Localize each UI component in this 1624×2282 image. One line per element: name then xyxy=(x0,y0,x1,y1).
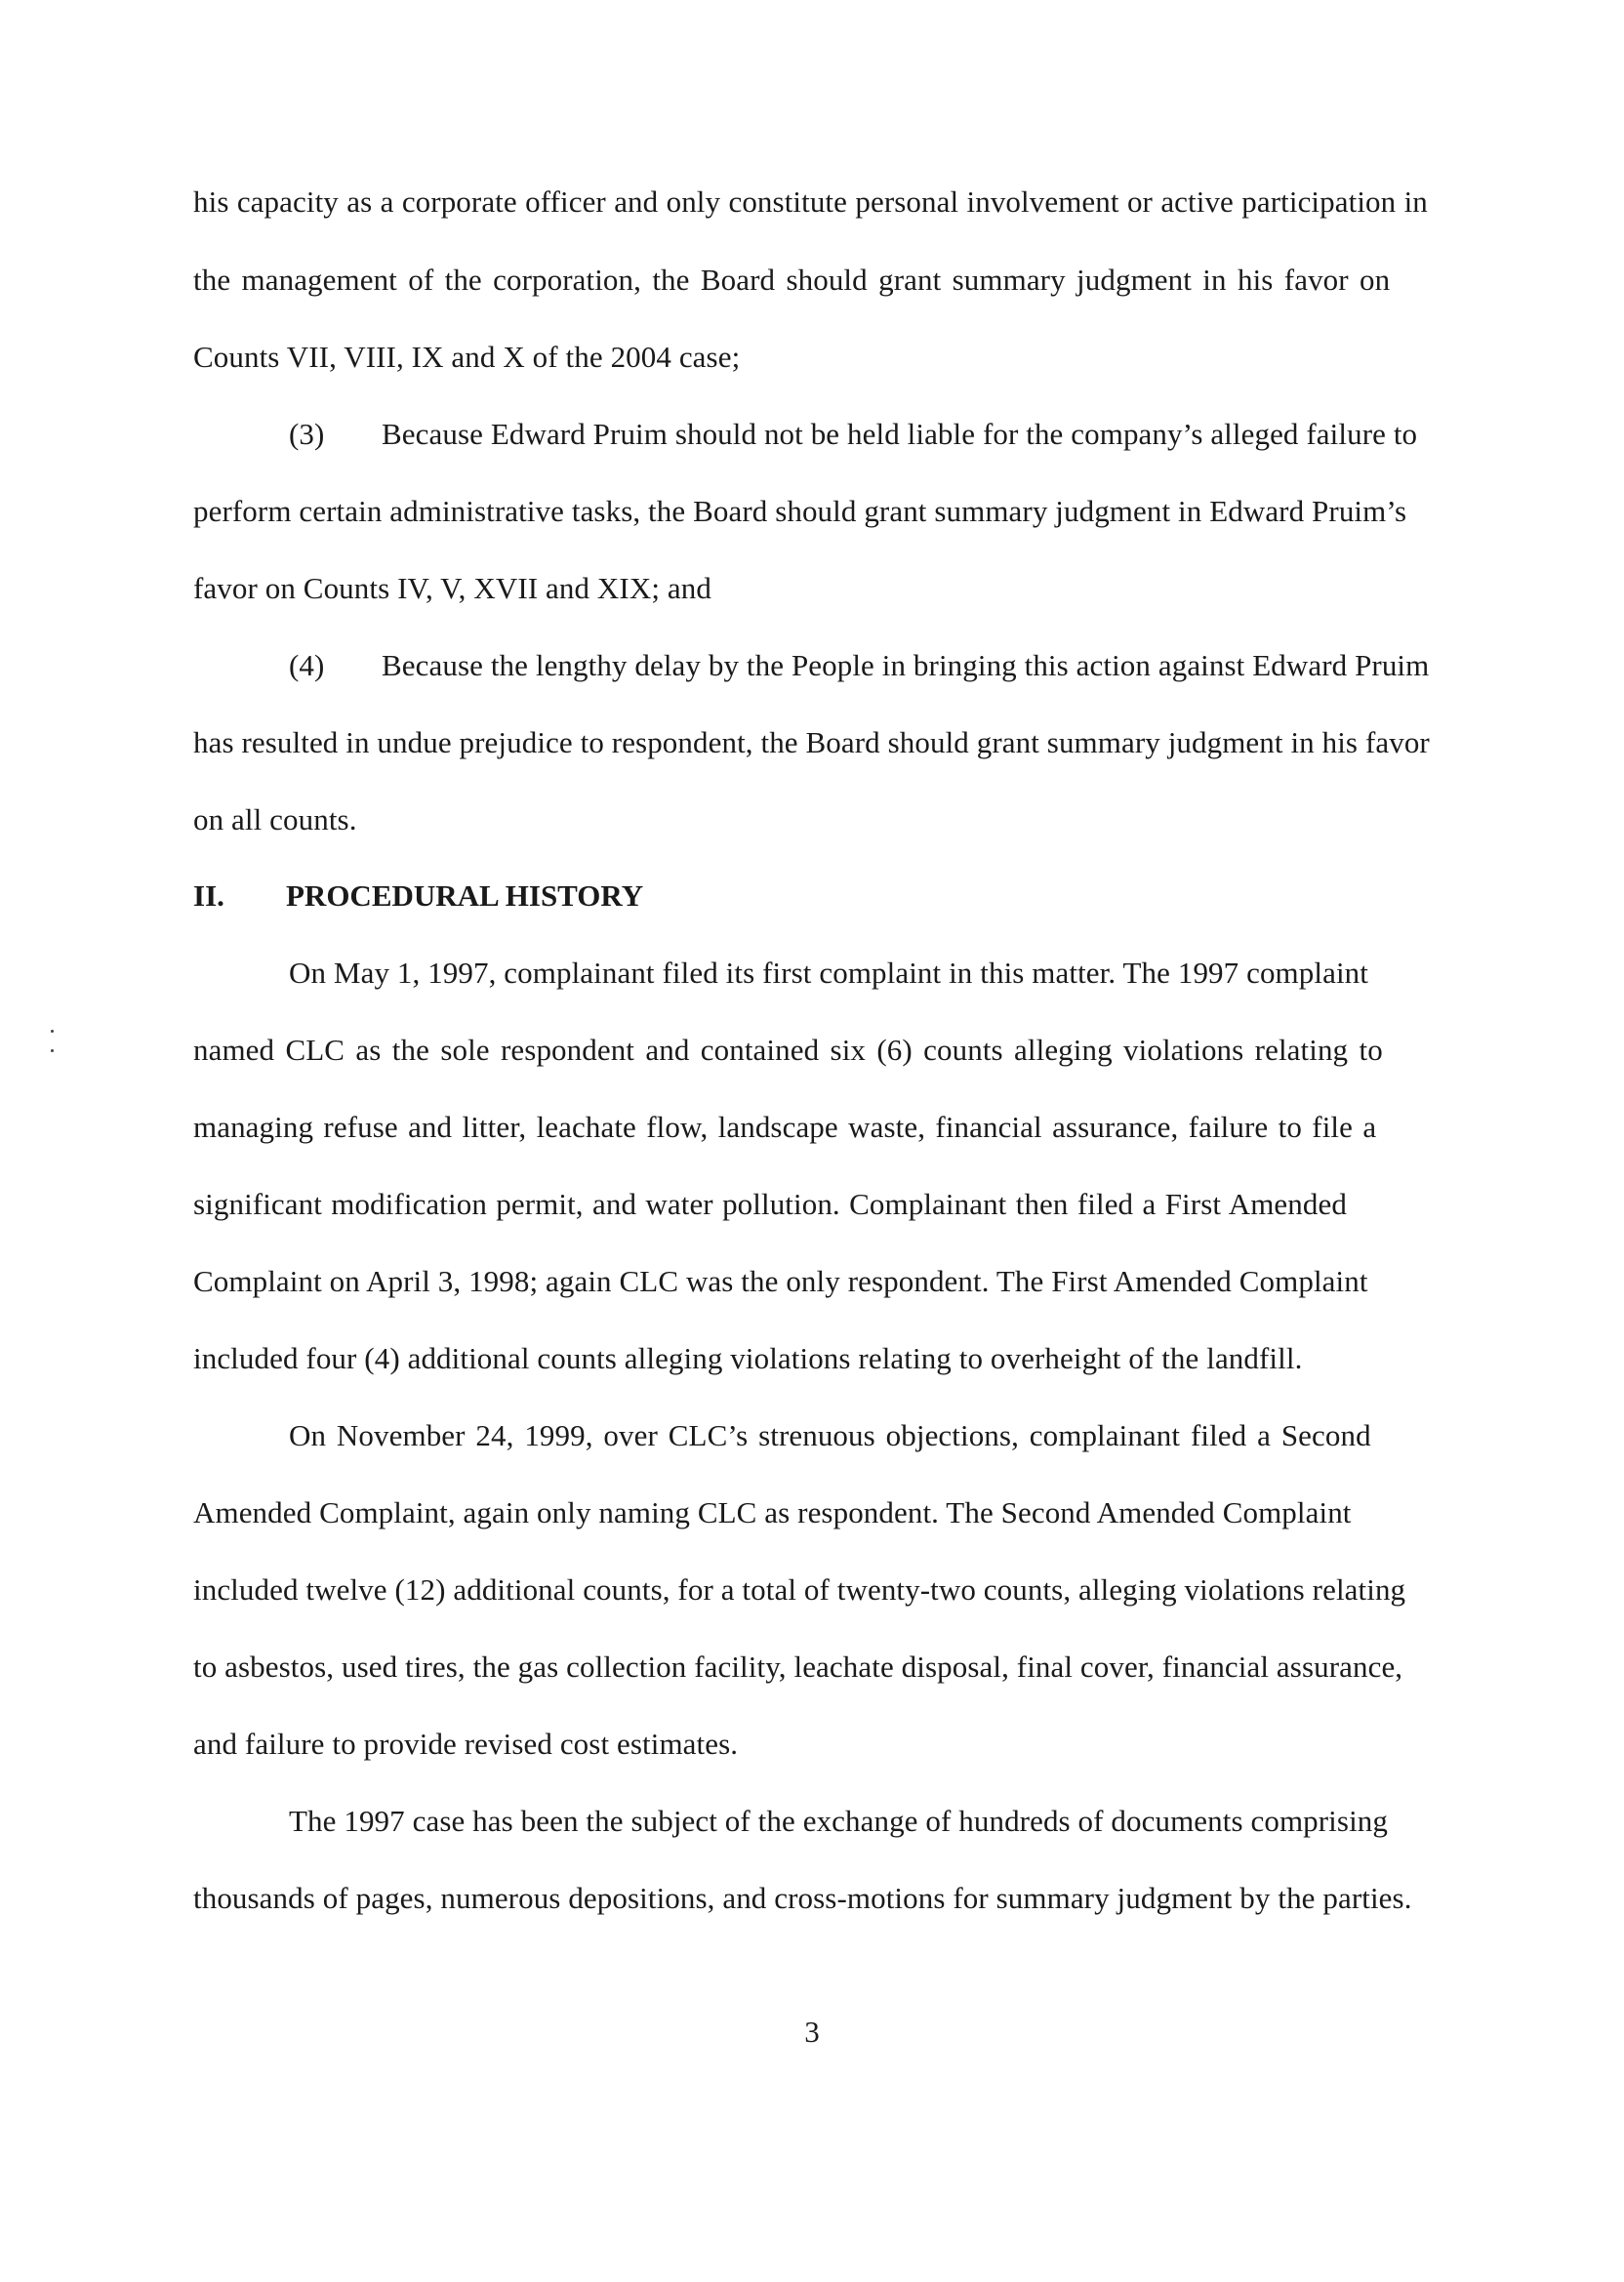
list-item-text: Because Edward Pruim should not be held liable for the company’s alleged failure to xyxy=(382,417,1418,451)
body-line: his capacity as a corporate officer and only constitute personal involvement or active participation in xyxy=(193,184,1428,219)
body-line: perform certain administrative tasks, the Board should grant summary judgment in Edward Pruim’s xyxy=(193,494,1407,528)
body-line: significant modification permit, and water pollution. Complainant then filed a First Amended xyxy=(193,1187,1347,1221)
body-line: thousands of pages, numerous depositions, and cross-motions for summary judgment by the parties. xyxy=(193,1881,1412,1915)
body-line: Counts VII, VIII, IX and X of the 2004 case; xyxy=(193,340,741,374)
body-line: named CLC as the sole respondent and contained six (6) counts alleging violations relating to xyxy=(193,1033,1383,1067)
section-title: PROCEDURAL HISTORY xyxy=(286,878,644,913)
body-line: On May 1, 1997, complainant filed its first complaint in this matter. The 1997 complaint xyxy=(289,956,1368,990)
body-line: the management of the corporation, the Board should grant summary judgment in his favor on xyxy=(193,263,1391,297)
body-line: included twelve (12) additional counts, for a total of twenty-two counts, alleging violations relating xyxy=(193,1572,1406,1607)
body-line: favor on Counts IV, V, XVII and XIX; and xyxy=(193,571,711,605)
list-item-number: (3) xyxy=(289,417,325,451)
body-line: to asbestos, used tires, the gas collection facility, leachate disposal, final cover, financial assurance, xyxy=(193,1650,1403,1684)
list-item-number: (4) xyxy=(289,648,325,682)
body-line: On November 24, 1999, over CLC’s strenuous objections, complainant filed a Second xyxy=(289,1418,1371,1452)
body-line: and failure to provide revised cost estimates. xyxy=(193,1727,739,1761)
scan-speck xyxy=(51,1030,54,1033)
section-number: II. xyxy=(193,878,224,913)
body-line: Amended Complaint, again only naming CLC as respondent. The Second Amended Complaint xyxy=(193,1495,1352,1529)
body-line: on all counts. xyxy=(193,802,357,836)
body-line: included four (4) additional counts alleging violations relating to overheight of the landfill. xyxy=(193,1341,1303,1375)
body-line: has resulted in undue prejudice to respondent, the Board should grant summary judgment in his favor xyxy=(193,725,1430,759)
body-line: managing refuse and litter, leachate flow, landscape waste, financial assurance, failure to file a xyxy=(193,1110,1377,1144)
section-heading xyxy=(193,876,643,916)
page-number: 3 xyxy=(804,2015,820,2049)
body-line: The 1997 case has been the subject of the exchange of hundreds of documents comprising xyxy=(289,1804,1388,1838)
list-item-text: Because the lengthy delay by the People in bringing this action against Edward Pruim xyxy=(382,648,1430,682)
body-line: Complaint on April 3, 1998; again CLC was the only respondent. The First Amended Complaint xyxy=(193,1264,1368,1298)
list-item-3 xyxy=(289,415,1417,454)
scan-speck xyxy=(51,1049,54,1052)
list-item-4 xyxy=(289,646,1429,685)
